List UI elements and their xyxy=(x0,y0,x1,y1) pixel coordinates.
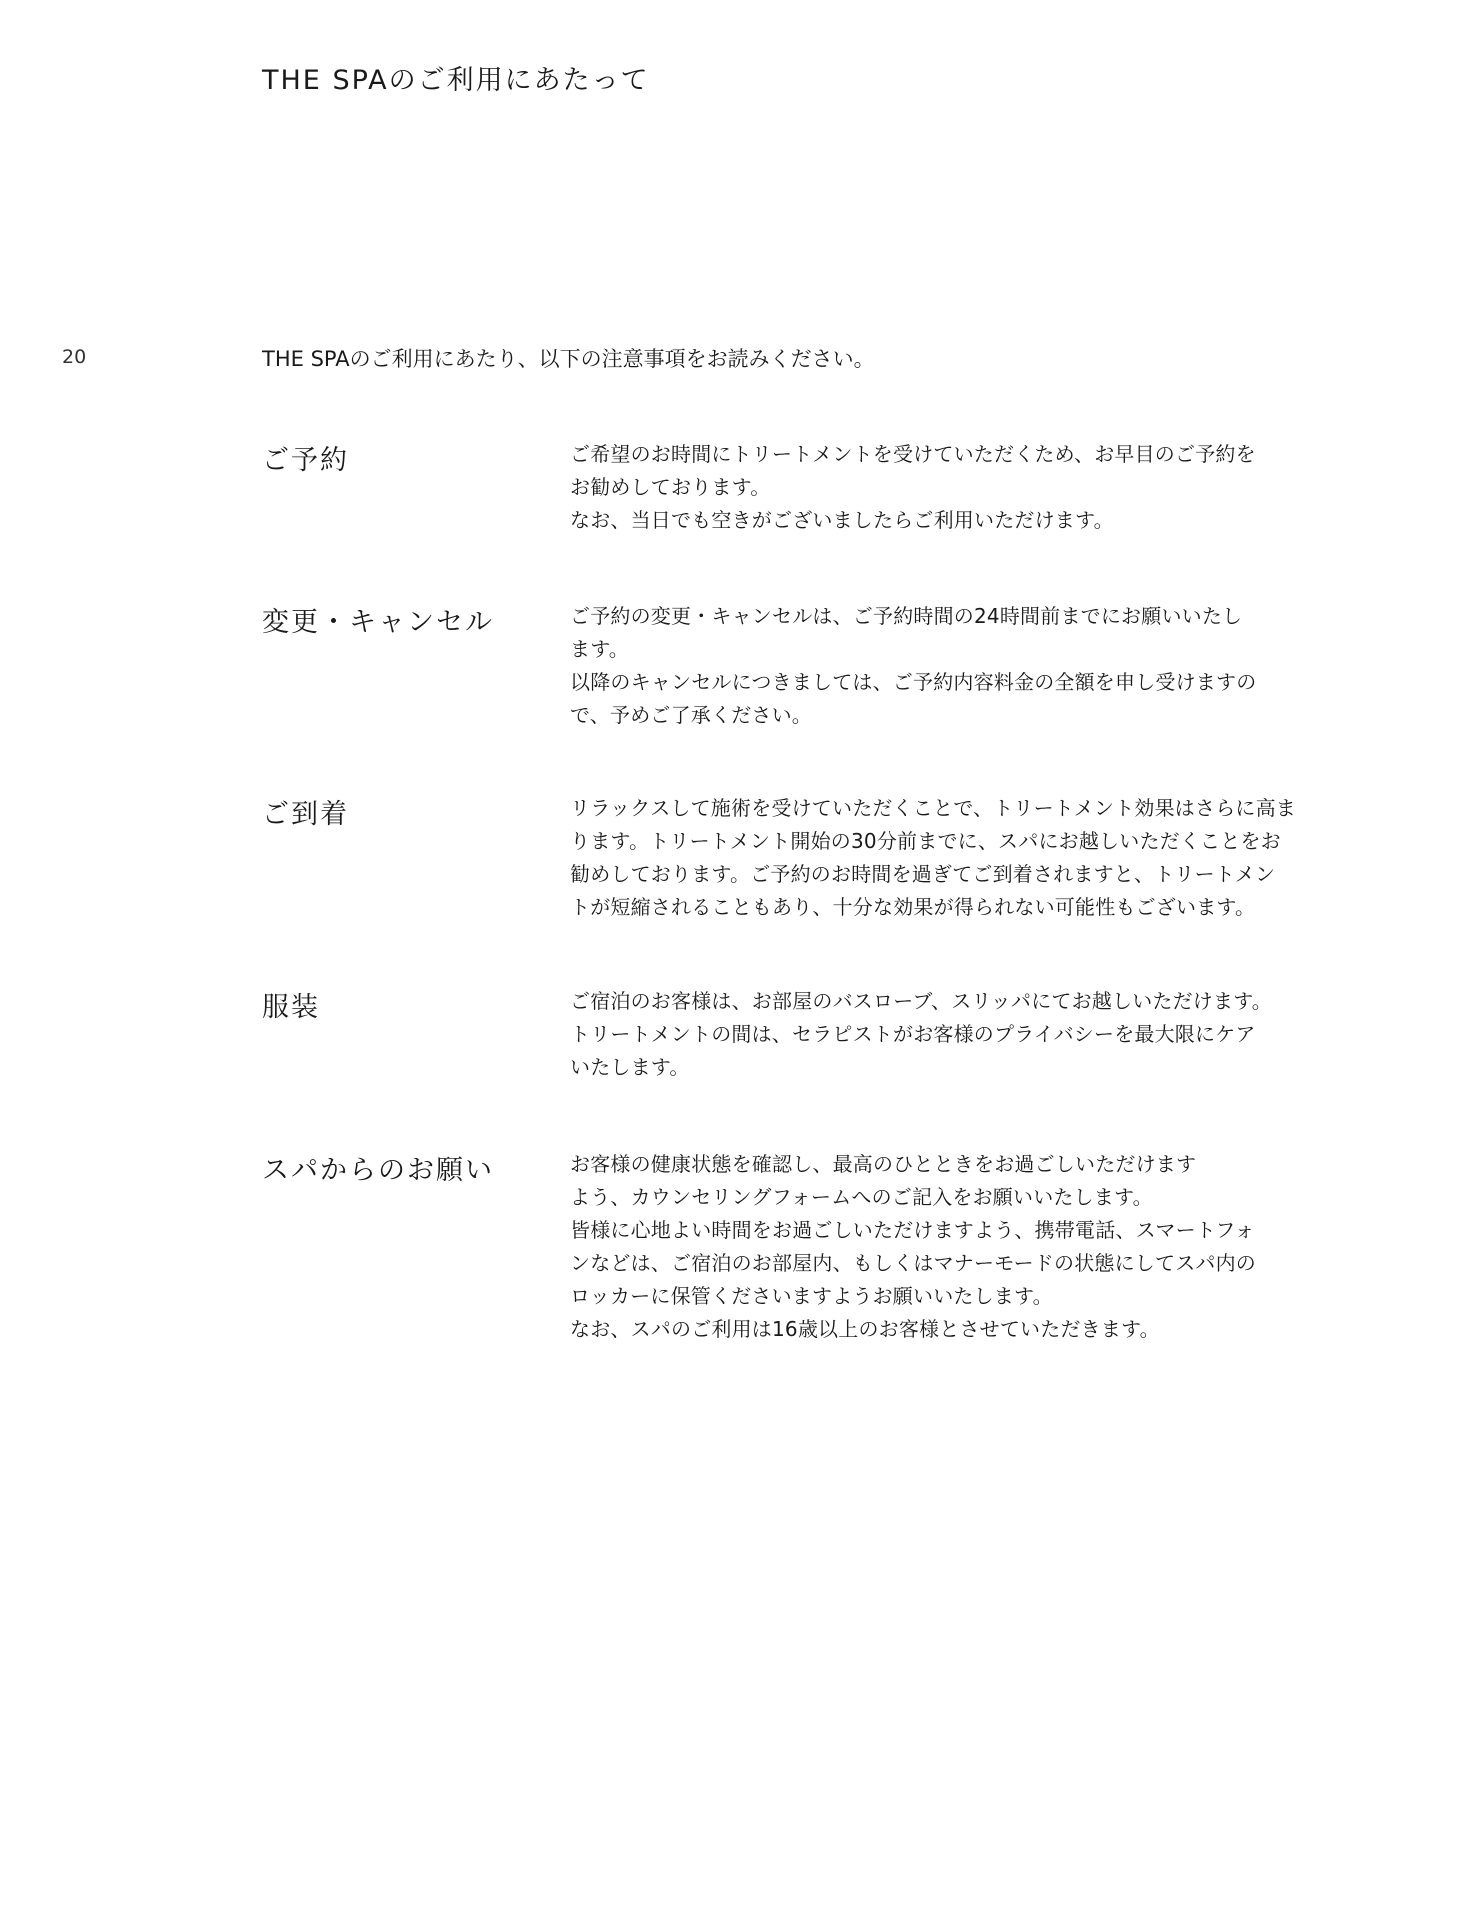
section-line: なお、スパのご利用は16歳以上のお客様とさせていただきます。 xyxy=(570,1317,1160,1341)
section-line: 以降のキャンセルにつきましては、ご予約内容料金の全額を申し受けますの xyxy=(570,670,1257,694)
section-body xyxy=(570,438,1350,537)
section-line: リラックスして施術を受けていただくことで、トリートメント効果はさらに高ま xyxy=(570,796,1296,820)
section-body xyxy=(570,792,1350,924)
page-number: 20 xyxy=(62,346,87,368)
section-line: で、予めご了承ください。 xyxy=(570,703,812,727)
section-line: いたします。 xyxy=(570,1055,690,1079)
section-line: ロッカーに保管くださいますようお願いいたします。 xyxy=(570,1284,1053,1308)
section-line: お客様の健康状態を確認し、最高のひとときをお過ごしいただけます xyxy=(570,1152,1197,1176)
section-line: ご希望のお時間にトリートメントを受けていただくため、お早目のご予約を xyxy=(570,442,1256,466)
section-heading: 変更・キャンセル xyxy=(262,607,494,638)
section-line: ます。 xyxy=(570,637,629,661)
section-heading: 服装 xyxy=(262,992,320,1023)
section-line: よう、カウンセリングフォームへのご記入をお願いいたします。 xyxy=(570,1185,1153,1209)
section-body xyxy=(570,985,1350,1084)
section-heading: スパからのお願い xyxy=(262,1155,494,1186)
section-line: ご予約の変更・キャンセルは、ご予約時間の24時間前までにお願いいたし xyxy=(570,604,1243,628)
section-line: ンなどは、ご宿泊のお部屋内、もしくはマナーモードの状態にしてスパ内の xyxy=(570,1251,1256,1275)
section-line: なお、当日でも空きがございましたらご利用いただけます。 xyxy=(570,508,1114,532)
section-line: ご宿泊のお客様は、お部屋のバスローブ、スリッパにてお越しいただけます。 xyxy=(570,989,1272,1013)
section-body xyxy=(570,600,1350,732)
intro-text: THE SPAのご利用にあたり、以下の注意事項をお読みください。 xyxy=(262,347,875,371)
section-heading: ご予約 xyxy=(262,445,349,476)
section-line: トリートメントの間は、セラピストがお客様のプライバシーを最大限にケア xyxy=(570,1022,1256,1046)
section-line: 勧めしております。ご予約のお時間を過ぎてご到着されますと、トリートメン xyxy=(570,862,1276,886)
section-line: お勧めしております。 xyxy=(570,475,771,499)
section-body xyxy=(570,1148,1350,1346)
section-line: ります。トリートメント開始の30分前までに、スパにお越しいただくことをお xyxy=(570,829,1281,853)
page-title: THE SPAのご利用にあたって xyxy=(262,65,650,96)
section-line: トが短縮されることもあり、十分な効果が得られない可能性もございます。 xyxy=(570,895,1256,919)
section-heading: ご到着 xyxy=(262,799,349,830)
section-line: 皆様に心地よい時間をお過ごしいただけますよう、携帯電話、スマートフォ xyxy=(570,1218,1255,1242)
